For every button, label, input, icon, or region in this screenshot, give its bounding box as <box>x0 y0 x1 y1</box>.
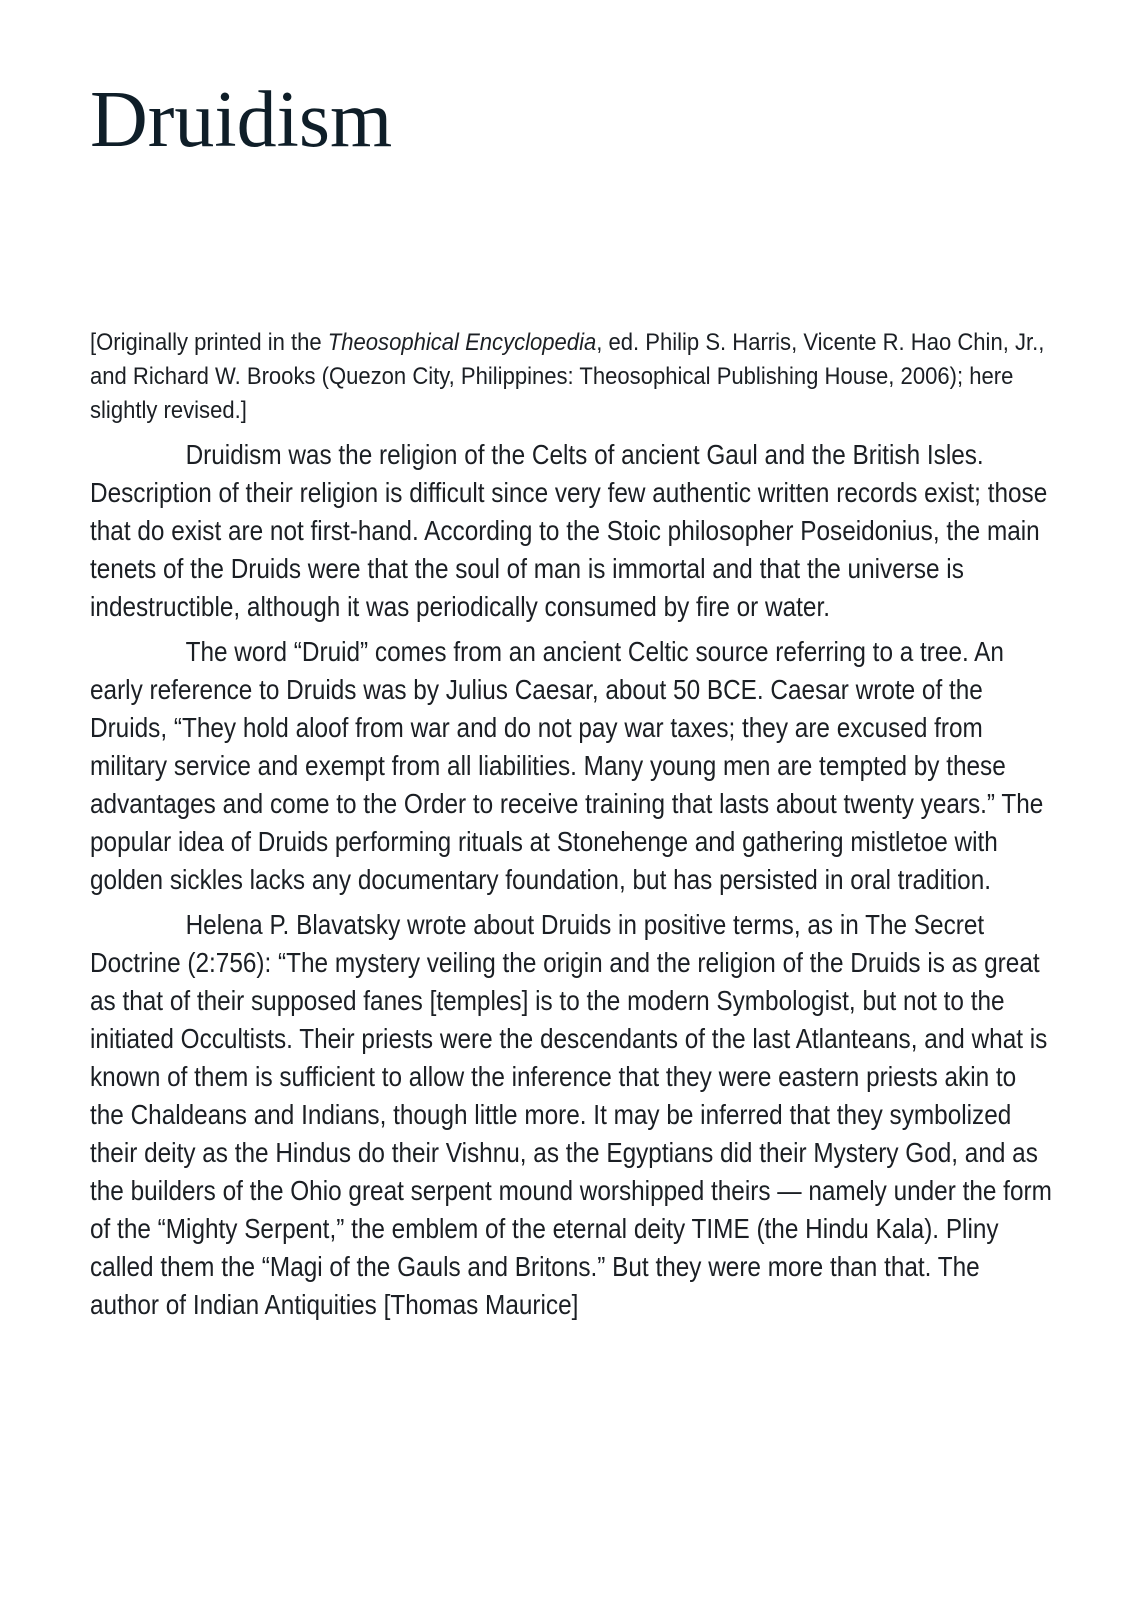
source-book-title: Theosophical Encyclopedia <box>327 329 597 356</box>
source-note-suffix: , ed. Philip S. Harris, Vicente R. Hao Chin, Jr., and Richard W. Brooks (Quezon City, Philippines: Theosophical Publishing House, 2006); here slightly revised.] <box>90 329 1045 424</box>
paragraph-2: The word “Druid” comes from an ancient Celtic source referring to a tree. An early reference to Druids was by Julius Caesar, about 50 BCE. Caesar wrote of the Druids, “They hold aloof from war and do not pay war taxes; they are excused from military service and exempt from all liabilities. Many young men are tempted by these advantages and come to the Order to receive training that lasts about twenty years.” The popular idea of Druids performing rituals at Stonehenge and gathering mistletoe with golden sickles lacks any documentary foundation, but has persisted in oral tradition. <box>90 636 1044 895</box>
article-body <box>90 326 1050 1331</box>
source-note-prefix: [Originally printed in the <box>90 329 328 356</box>
page-title: Druidism <box>90 76 393 164</box>
source-note <box>90 326 1062 428</box>
paragraph-3: Helena P. Blavatsky wrote about Druids in positive terms, as in The Secret Doctrine (2:756): “The mystery veiling the origin and the religion of the Druids is as great as that of their supposed fanes [temples] is to the modern Symbologist, but not to the initiated Occultists. Their priests were the descendants of the last Atlanteans, and what is known of them is sufficient to allow the inference that they were eastern priests akin to the Chaldeans and Indians, though little more. It may be inferred that they symbolized their deity as the Hindus do their Vishnu, as the Egyptians did their Mystery God, and as the builders of the Ohio great serpent mound worshipped theirs — namely under the form of the “Mighty Serpent,” the emblem of the eternal deity TIME (the Hindu Kala). Pliny called them the “Magi of the Gauls and Britons.” But they were more than that. The author of Indian Antiquities [Thomas Maurice] <box>90 909 1052 1320</box>
paragraph-1: Druidism was the religion of the Celts of ancient Gaul and the British Isles. Description of their religion is difficult since very few authentic written records exist; those that do exist are not first-hand. According to the Stoic philosopher Poseidonius, the main tenets of the Druids were that the soul of man is immortal and that the universe is indestructible, although it was periodically consumed by fire or water. <box>90 439 1048 622</box>
